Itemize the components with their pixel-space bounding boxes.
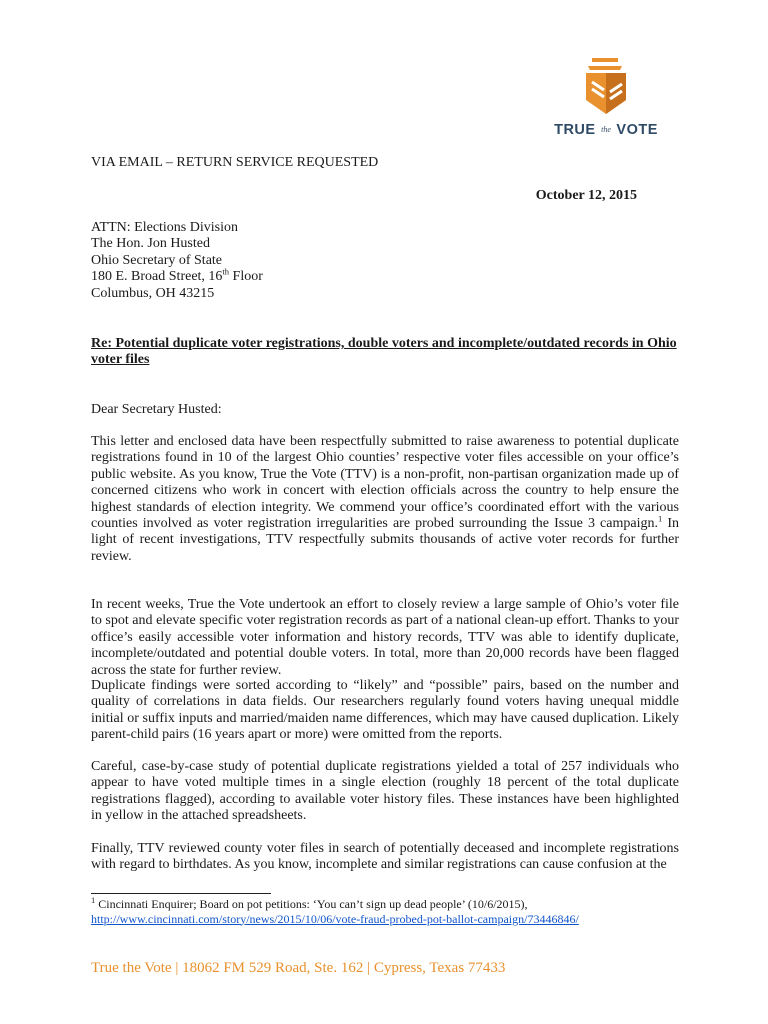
logo-word-true: TRUE	[554, 122, 596, 138]
paragraph-2: In recent weeks, True the Vote undertook an effort to closely review a large sample of Ohio’s voter file to spot and elevate specific voter registration records as part of a national clean-up effort. Thanks to your office’s easily accessible voter information and history records, TTV was able to identify duplicate, incomplete/outdated and potential double voters. In total, more than 20,000 records have been flagged across the state for further review.	[91, 597, 679, 678]
true-the-vote-logo	[548, 56, 664, 138]
address-street	[91, 266, 263, 285]
paragraph-1-text-a: This letter and enclosed data have been respectfully submitted to raise awareness to potential duplicate registrations found in 10 of the largest Ohio counties’ respective voter files accessible on your office’s public website. As you know, True the Vote (TTV) is a non-profit, non-partisan organization made up of concerned citizens who work in concert with election officials across the country to help ensure the highest standards of election integrity. We commend your office’s coordinated effort with the various counties involved as voter registration irregularities are probed surrounding the Issue 3 campaign.	[91, 434, 679, 532]
address-office: Ohio Secretary of State	[91, 252, 223, 268]
footnote-divider	[91, 893, 271, 894]
paragraph-4: Careful, case-by-case study of potential duplicate registrations yielded a total of 257 individuals who appear to have voted multiple times in a single election (roughly 18 percent of the total duplicate registrations flagged), according to available voter history files. These instances have been highlighted in yellow in the attached spreadsheets.	[91, 759, 679, 824]
logo-word-the: the	[601, 125, 611, 134]
ballot-box-icon	[584, 56, 628, 116]
letter-date: October 12, 2015	[535, 188, 637, 203]
footnote-reference: 1	[657, 513, 663, 524]
address-street-ordinal: th	[222, 266, 230, 277]
footnote-link[interactable]: http://www.cincinnati.com/story/news/2015/10/06/vote-fraud-probed-pot-ballot-campaign/73446846/	[91, 911, 579, 926]
logo-wordmark	[548, 122, 664, 138]
footer-address: True the Vote | 18062 FM 529 Road, Ste. 162 | Cypress, Texas 77433	[91, 960, 506, 976]
address-attn: ATTN: Elections Division	[91, 220, 238, 235]
footnote	[91, 897, 691, 926]
address-street-main: 180 E. Broad Street, 16	[91, 269, 223, 285]
address-city: Columbus, OH 43215	[91, 285, 215, 301]
recipient-address	[91, 220, 263, 302]
subject-line: Re: Potential duplicate voter registrations, double voters and incomplete/outdated records in Ohio voter files	[91, 336, 677, 368]
paragraph-1-text-b: In light of recent investigations, TTV respectfully submits thousands of active voter records for further review.	[91, 516, 679, 564]
footnote-citation	[91, 897, 691, 912]
paragraph-3: Duplicate findings were sorted according to “likely” and “possible” pairs, based on the number and quality of correlations in data fields. Our researchers regularly found voters having unequal middle initial or suffix inputs and married/maiden name differences, which may have caused duplication. Likely parent-child pairs (16 years apart or more) were omitted from the reports.	[91, 678, 679, 743]
footnote-mark: 1	[91, 895, 96, 905]
logo-word-vote: VOTE	[616, 122, 658, 138]
delivery-method: VIA EMAIL – RETURN SERVICE REQUESTED	[91, 155, 379, 170]
footnote-text: Cincinnati Enquirer; Board on pot petitions: ‘You can’t sign up dead people’ (10/6/2015),	[95, 897, 528, 911]
paragraph-5: Finally, TTV reviewed county voter files in search of potentially deceased and incomplete registrations with regard to birthdates. As you know, incomplete and similar registrations can cause confusion at the	[91, 841, 679, 873]
address-name: The Hon. Jon Husted	[91, 236, 210, 252]
address-street-floor: Floor	[229, 269, 263, 285]
paragraph-1	[91, 434, 679, 565]
salutation: Dear Secretary Husted:	[91, 402, 222, 417]
